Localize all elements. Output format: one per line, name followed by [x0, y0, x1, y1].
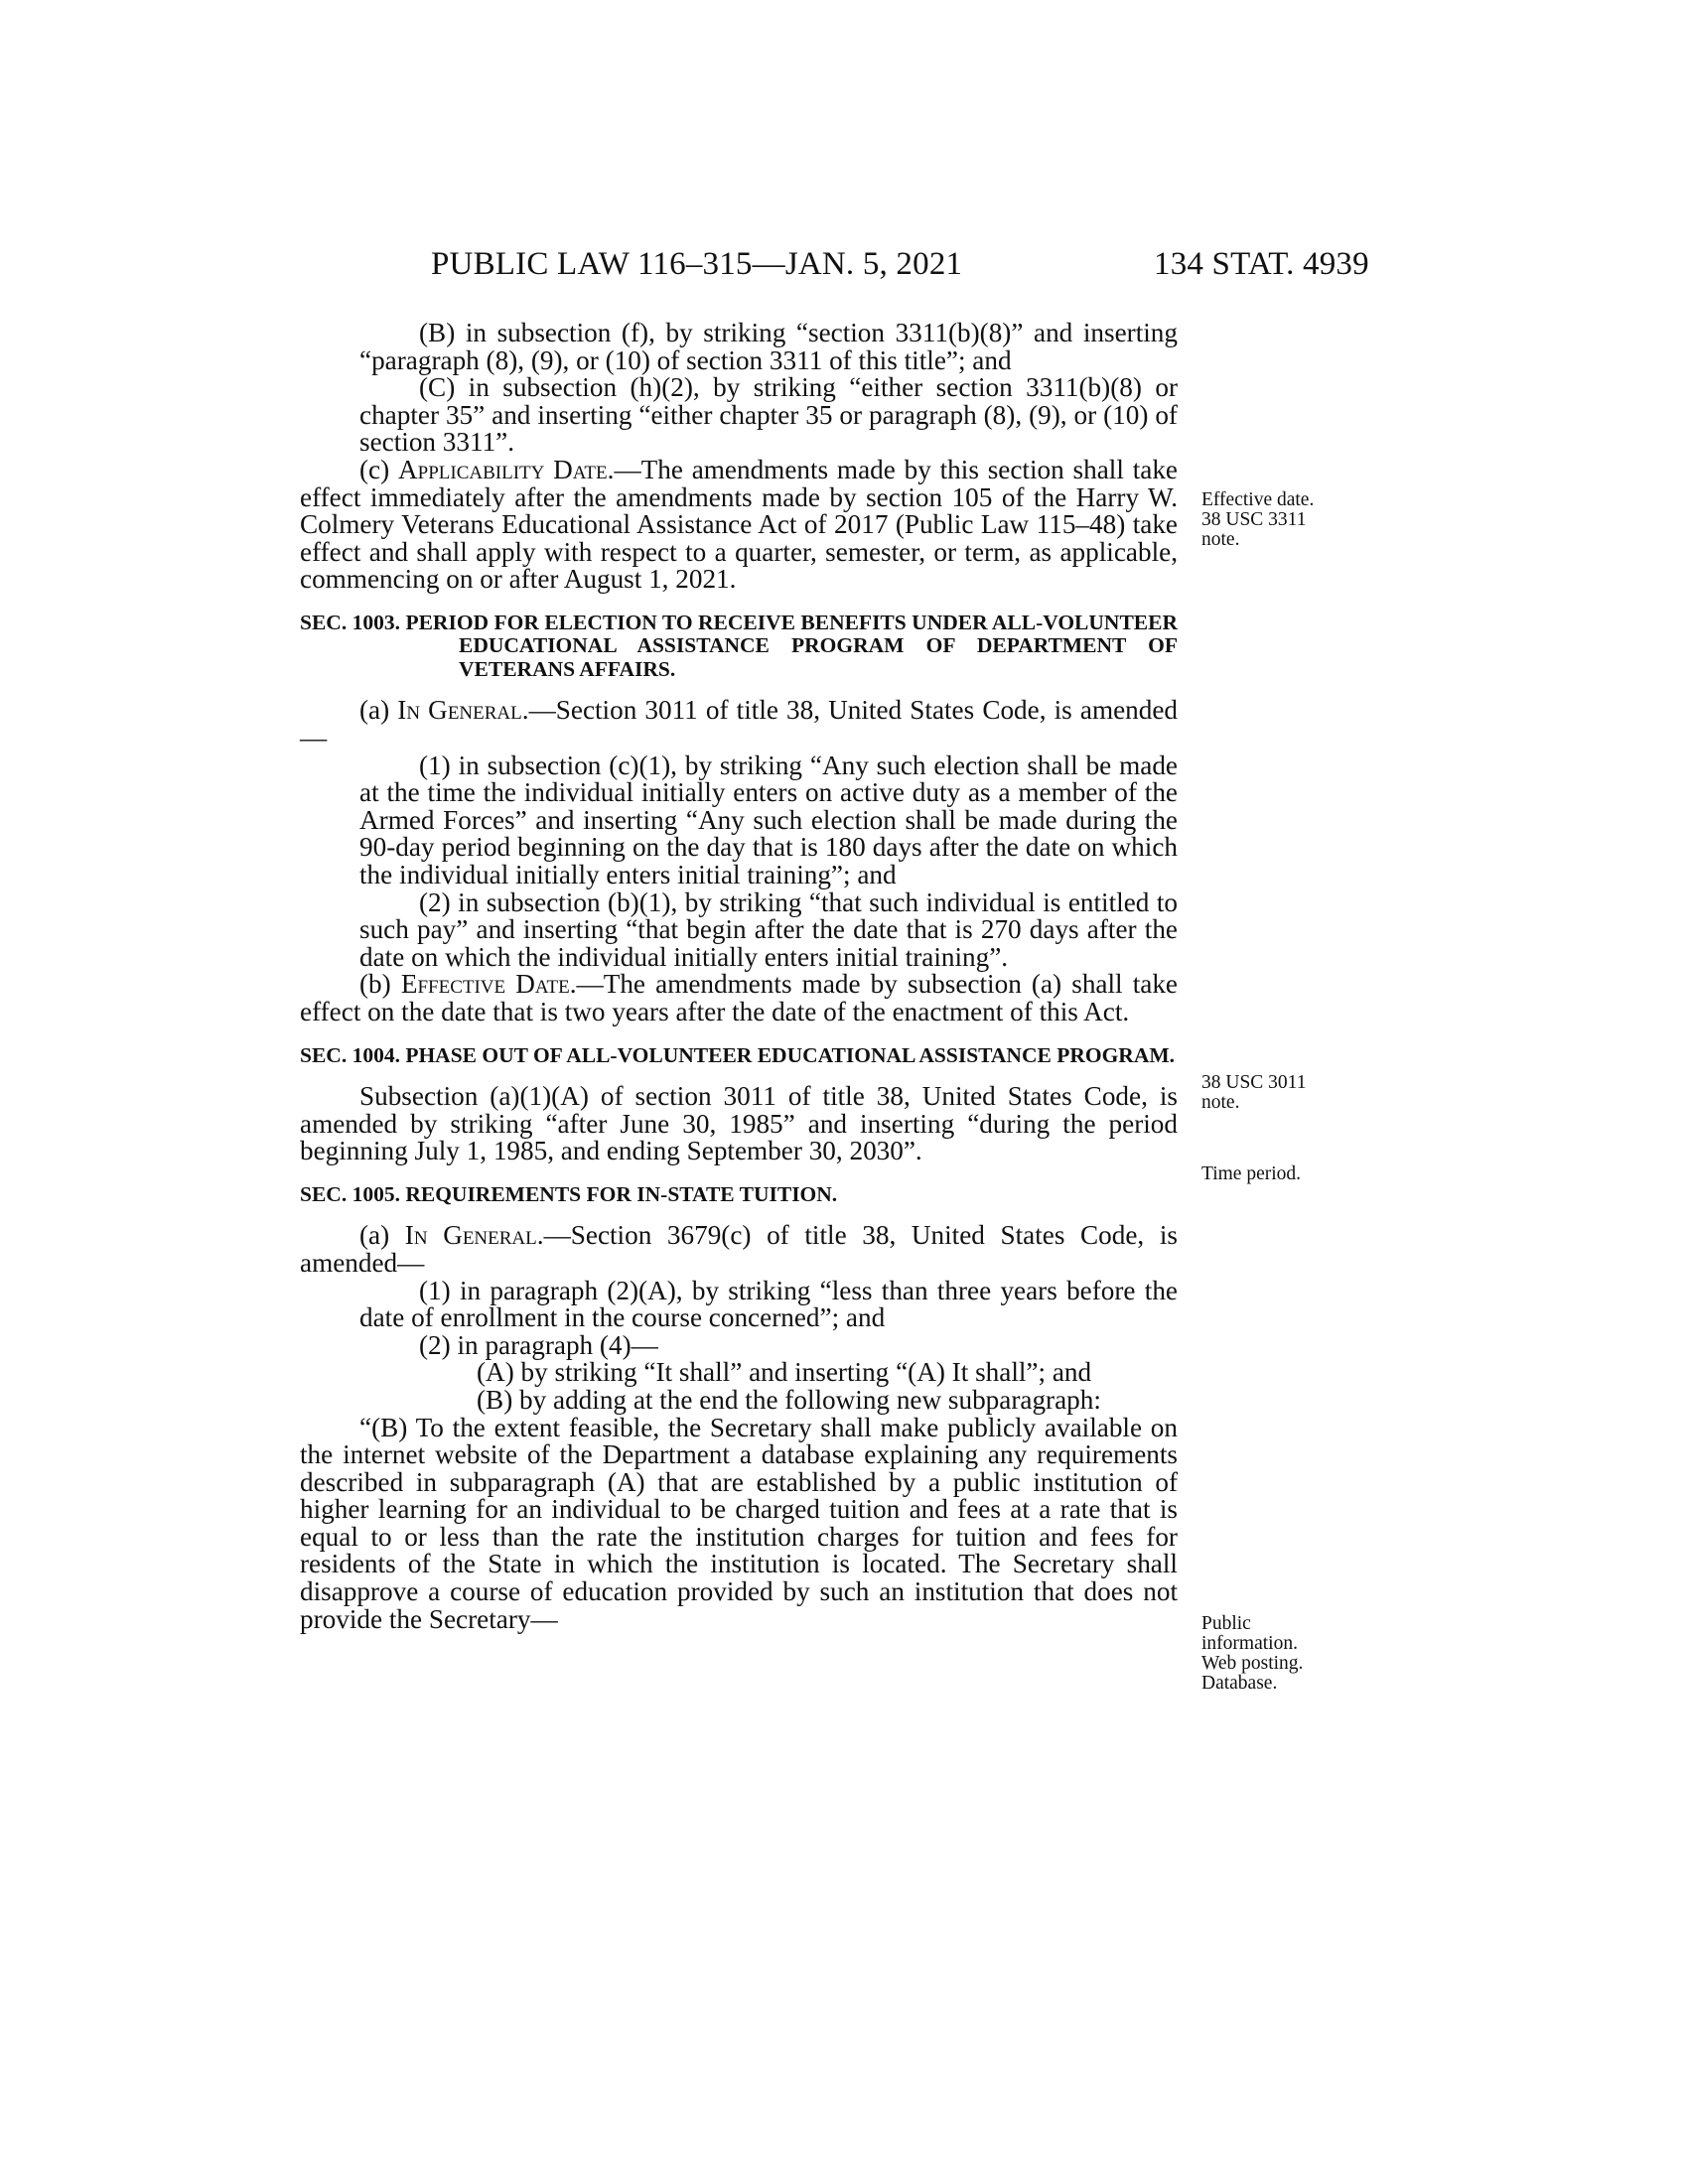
subsection-a-1005	[300, 1222, 1178, 1277]
margin-note-line: Public	[1201, 1613, 1251, 1634]
subsection-a-1005-heading: In General	[404, 1220, 537, 1251]
subsection-a-1005-designator: (a)	[359, 1220, 405, 1251]
section-1005-heading: SEC. 1005. REQUIREMENTS FOR IN-STATE TUITION.	[300, 1181, 838, 1206]
subsection-c-designator: (c)	[359, 454, 398, 484]
page-number: 134 STAT. 4939	[1154, 246, 1369, 282]
body-text	[300, 320, 1178, 1633]
paragraph-1: (1) in subsection (c)(1), by striking “Any such election shall be made at the time the individual initially enters on active duty as a member of the Armed Forces” and inserting “Any such election shall be made during the 90-day period beginning on the day that is 180 days after the date on which the individual initially enters initial training”; and	[359, 750, 1178, 889]
subsection-a-designator: (a)	[359, 695, 398, 726]
margin-note-public-information	[1201, 1614, 1303, 1694]
subsection-a-1003	[300, 697, 1178, 751]
paragraph-c: (C) in subsection (h)(2), by striking “either section 3311(b)(8) or chapter 35” and inserting “either chapter 35 or paragraph (8), (9), or (10) of section 3311”.	[359, 372, 1178, 458]
paragraph-2: (2) in subsection (b)(1), by striking “that such individual is entitled to such pay” and inserting “that begin after the date that is 270 days after the date on which the individual initially enters initial training”.	[359, 887, 1178, 972]
margin-note-line: note.	[1201, 1092, 1240, 1113]
section-1004-text: Subsection (a)(1)(A) of section 3011 of title 38, United States Code, is amended by striking “after June 30, 1985” and inserting “during the period beginning July 1, 1985, and ending September 30, 2030”.	[300, 1081, 1178, 1166]
margin-note-line: 38 USC 3011	[1201, 1072, 1307, 1093]
running-head: PUBLIC LAW 116–315—JAN. 5, 2021	[431, 246, 963, 282]
margin-note-line: Database.	[1201, 1673, 1278, 1694]
subsection-a-1005-text: .—Section 3679(c) of title 38, United States Code, is amended—	[300, 1220, 1178, 1278]
subparagraph-a-1005: (A) by striking “It shall” and inserting “(A) It shall”; and	[477, 1357, 1092, 1388]
margin-note-line: Web posting.	[1201, 1653, 1304, 1674]
subparagraph-b-1005: (B) by adding at the end the following new subparagraph:	[477, 1384, 1101, 1415]
margin-note-line: Time period.	[1201, 1163, 1302, 1184]
subsection-a-text: .—Section 3011 of title 38, United States Code, is amended—	[300, 695, 1179, 753]
subsection-b-text: .—The amendments made by subsection (a) shall take effect on the date that is two years after the date of the enactment of this Act.	[300, 969, 1179, 1026]
margin-note-line: Effective date.	[1201, 489, 1315, 510]
margin-note-line: information.	[1201, 1633, 1298, 1654]
margin-note-line: note.	[1201, 529, 1240, 550]
subsection-b-1003	[300, 971, 1178, 1025]
subsection-c-text: .—The amendments made by this section shall take effect immediately after the amendments made by section 105 of the Harry W. Colmery Veterans Educational Assistance Act of 2017 (Public Law 115–48) take effect and shall apply with respect to a quarter, semester, or term, as applicable, commencing on or after August 1, 2021.	[300, 454, 1178, 595]
paragraph-1-1005: (1) in paragraph (2)(A), by striking “less than three years before the date of enrollment in the course concerned”; and	[359, 1275, 1178, 1333]
margin-note-3011	[1201, 1073, 1306, 1113]
margin-note-effective-date	[1201, 490, 1314, 550]
section-1004-heading: SEC. 1004. PHASE OUT OF ALL-VOLUNTEER EDUCATIONAL ASSISTANCE PROGRAM.	[300, 1042, 1176, 1067]
subsection-a-heading: In General	[397, 695, 522, 726]
margin-note-time-period	[1201, 1164, 1301, 1184]
paragraph-2-1005: (2) in paragraph (4)—	[419, 1329, 658, 1360]
subsection-c-heading: Applicability Date	[398, 454, 608, 484]
margin-note-line: 38 USC 3311	[1201, 509, 1307, 530]
subsection-c	[300, 454, 1178, 595]
paragraph-b: (B) in subsection (f), by striking “section 3311(b)(8)” and inserting “paragraph (8), (9), or (10) of section 3311 of this title”; and	[359, 318, 1178, 375]
subsection-b-designator: (b)	[359, 969, 401, 1000]
quoted-subparagraph-b: “(B) To the extent feasible, the Secretary shall make publicly available on the internet website of the Department a database explaining any requirements described in subparagraph (A) that are established by a public institution of higher learning for an individual to be charged tuition and fees at a rate that is equal to or less than the rate the institution charges for tuition and fees for residents of the State in which the institution is located. The Secretary shall disapprove a course of education provided by such an institution that does not provide the Secretary—	[300, 1412, 1178, 1634]
subsection-b-heading: Effective Date	[400, 969, 570, 1000]
section-1003-heading: SEC. 1003. PERIOD FOR ELECTION TO RECEIVE BENEFITS UNDER ALL-VOLUNTEER EDUCATIONAL ASSISTANCE PROGRAM OF DEPARTMENT OF VETERANS AFFAIRS.	[300, 610, 1178, 681]
